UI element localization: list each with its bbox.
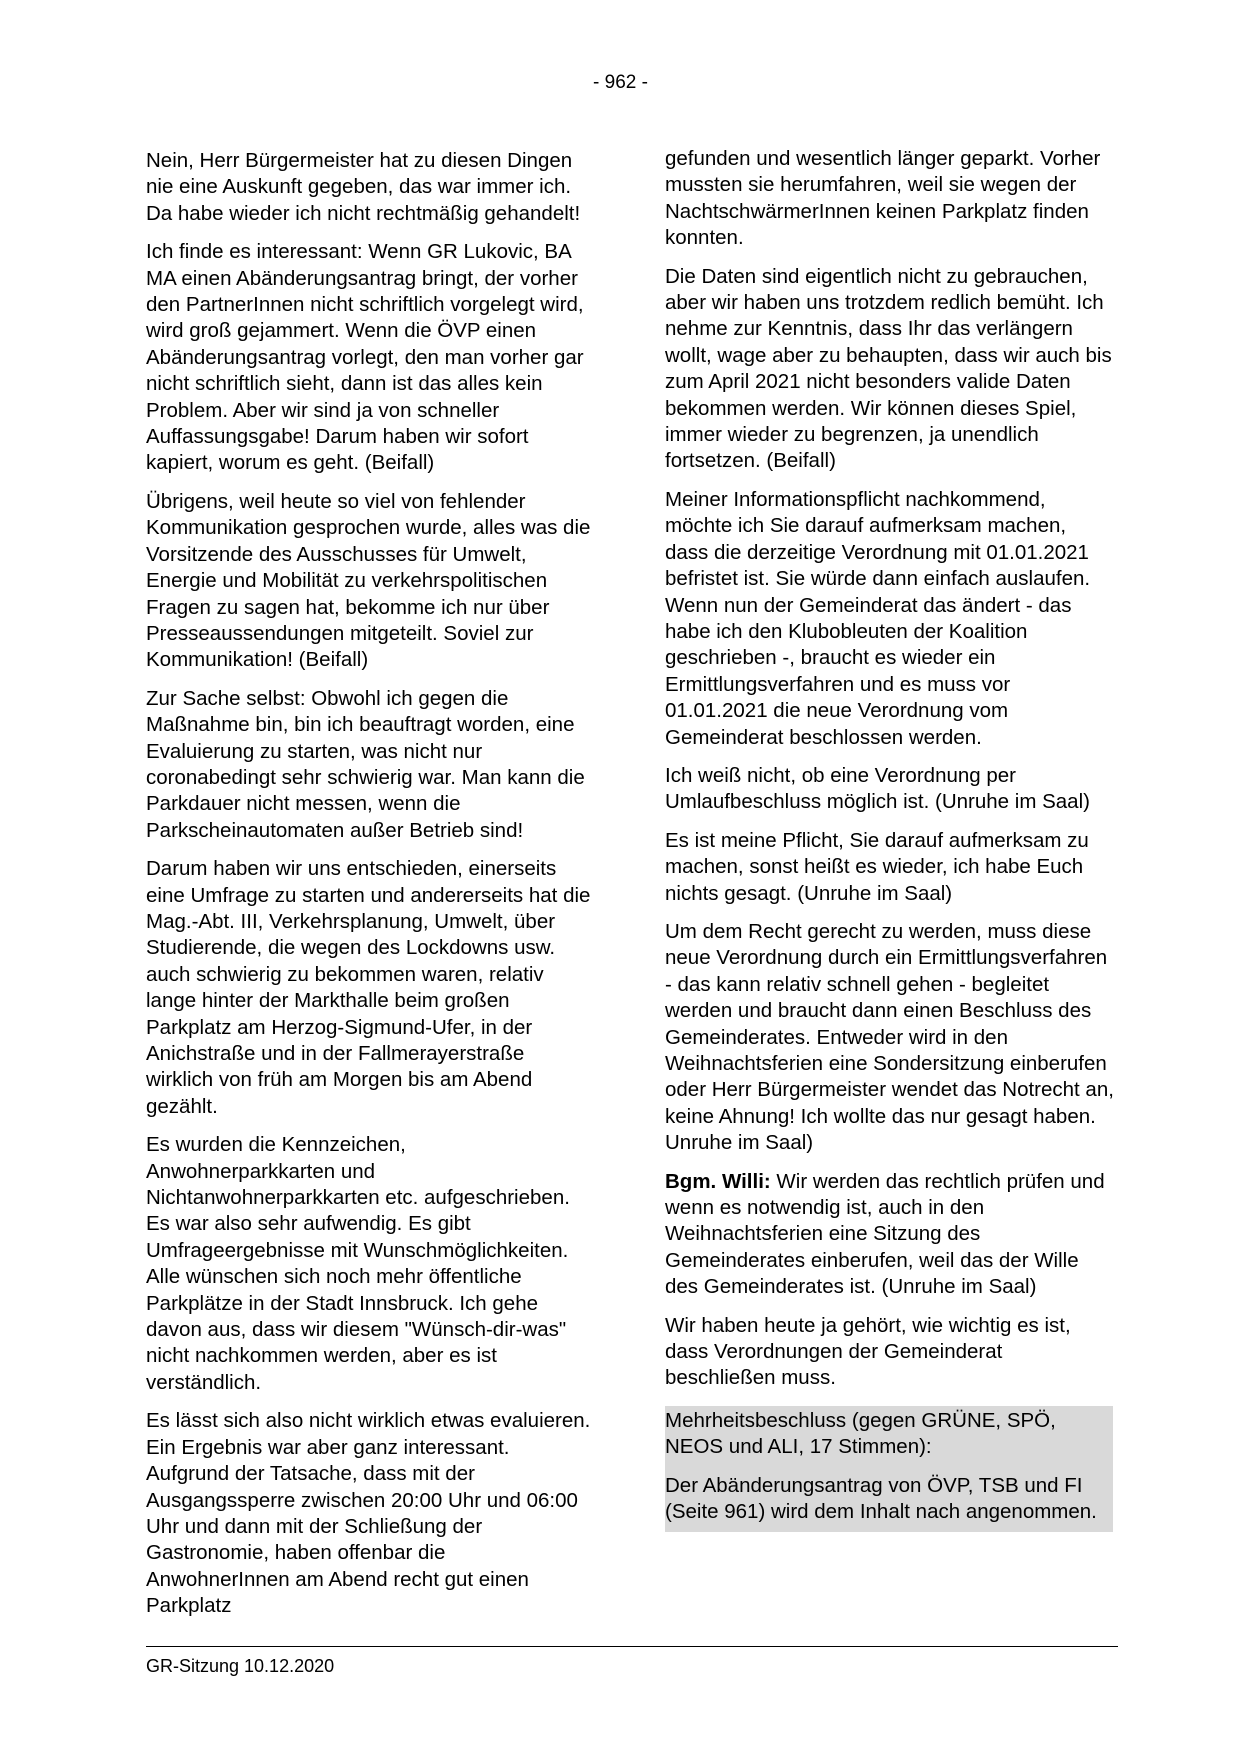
paragraph: Wir haben heute ja gehört, wie wichtig es ist, dass Verordnungen der Gemeinderat beschließen muss. [665, 1313, 1071, 1390]
paragraph: Die Daten sind eigentlich nicht zu gebrauchen, aber wir haben uns trotzdem redlich bemüht. Ich nehme zur Kenntnis, dass Ihr das verlängern wollt, wage aber zu behaupten, dass wir auch bis zum April 2021 nicht besonders valide Daten bekommen werden. Wir können dieses Spiel, immer wieder zu begrenzen, ja unendlich fortsetzen. (Beifall) [665, 264, 1112, 473]
paragraph: Meiner Informationspflicht nachkommend, möchte ich Sie darauf aufmerksam machen, dass die derzeitige Verordnung mit 01.01.2021 befristet ist. Sie würde dann einfach auslaufen. Wenn nun der Gemeinderat das ändert - das habe ich den Klubobleuten der Koalition geschrieben -, braucht es wieder ein Ermittlungsverfahren und es muss vor 01.01.2021 die neue Verordnung vom Gemeinderat beschlossen werden. [665, 487, 1091, 749]
paragraph: Ich weiß nicht, ob eine Verordnung per Umlaufbeschluss möglich ist. (Unruhe im Saal) [665, 763, 1090, 814]
resolution-result: Der Abänderungsantrag von ÖVP, TSB und FI (Seite 961) wird dem Inhalt nach angenommen. [665, 1473, 1097, 1524]
paragraph: Es lässt sich also nicht wirklich etwas evaluieren. Ein Ergebnis war aber ganz interessant. Aufgrund der Tatsache, dass mit der Ausgangssperre zwischen 20:00 Uhr und 06:00 Uhr und dann mit der Schließung der Gastronomie, haben offenbar die AnwohnerInnen am Abend recht gut einen Parkplatz [146, 1409, 591, 1618]
resolution-box [665, 1406, 1113, 1532]
paragraph: Es ist meine Pflicht, Sie darauf aufmerksam zu machen, sonst heißt es wieder, ich habe Euch nichts gesagt. (Unruhe im Saal) [665, 828, 1089, 905]
footer-divider [146, 1646, 1118, 1647]
paragraph: Darum haben wir uns entschieden, einerseits eine Umfrage zu starten und andererseits hat die Mag.-Abt. III, Verkehrsplanung, Umwelt, über Studierende, die wegen des Lockdowns usw. auch schwierig zu bekommen waren, relativ lange hinter der Markthalle beim großen Parkplatz am Herzog-Sigmund-Ufer, in der Anichstraße und in der Fallmerayerstraße wirklich von früh am Morgen bis am Abend gezählt. [146, 857, 591, 1118]
footer-text: GR-Sitzung 10.12.2020 [146, 1656, 335, 1676]
paragraph: Zur Sache selbst: Obwohl ich gegen die Maßnahme bin, bin ich beauftragt worden, eine Evaluierung zu starten, was nicht nur coronabedingt sehr schwierig war. Man kann die Parkdauer nicht messen, wenn die Parkscheinautomaten außer Betrieb sind! [146, 686, 585, 842]
paragraph: Ich finde es interessant: Wenn GR Lukovic, BA MA einen Abänderungsantrag bringt, der vorher den PartnerInnen nicht schriftlich vorgelegt wird, wird groß gejammert. Wenn die ÖVP einen Abänderungsantrag vorlegt, den man vorher gar nicht schriftlich sieht, dann ist das alles kein Problem. Aber wir sind ja von schneller Auffassungsgabe! Darum haben wir sofort kapiert, worum es geht. (Beifall) [146, 240, 584, 475]
paragraph: Nein, Herr Bürgermeister hat zu diesen Dingen nie eine Auskunft gegeben, das war immer ich. Da habe wieder ich nicht rechtmäßig gehandelt! [146, 149, 581, 225]
paragraph: Um dem Recht gerecht zu werden, muss diese neue Verordnung durch ein Ermittlungsverfahren - das kann relativ schnell gehen - begleitet werden und braucht dann einen Beschluss des Gemeinderates. Entweder wird in den Weihnachtsferien eine Sondersitzung einberufen oder Herr Bürgermeister wendet das Notrecht an, keine Ahnung! Ich wollte das nur gesagt haben. Unruhe im Saal) [665, 919, 1114, 1155]
paragraph: Übrigens, weil heute so viel von fehlender Kommunikation gesprochen wurde, alles was die Vorsitzende des Ausschusses für Umwelt, Energie und Mobilität zu verkehrspolitischen Fragen zu sagen hat, bekomme ich nur über Presseaussendungen mitgeteilt. Soviel zur Kommunikation! (Beifall) [146, 489, 591, 672]
right-column [665, 146, 1115, 1532]
paragraph: Es wurden die Kennzeichen, Anwohnerparkkarten und Nichtanwohnerparkkarten etc. aufgeschrieben. Es war also sehr aufwendig. Es gibt Umfrageergebnisse mit Wunschmöglichkeiten. Alle wünschen sich noch mehr öffentliche Parkplätze in der Stadt Innsbruck. Ich gehe davon aus, dass wir diesem "Wünsch-dir-was" nicht nachkommen werden, aber es ist verständlich. [146, 1133, 570, 1394]
speaker-name: Bgm. Willi: [665, 1169, 771, 1193]
paragraph: gefunden und wesentlich länger geparkt. Vorher mussten sie herumfahren, weil sie wegen der NachtschwärmerInnen keinen Parkplatz finden konnten. [665, 147, 1101, 250]
resolution-vote: Mehrheitsbeschluss (gegen GRÜNE, SPÖ, NEOS und ALI, 17 Stimmen): [665, 1408, 1056, 1459]
speaker-paragraph [665, 1169, 1115, 1301]
speaker-text: Wir werden das rechtlich prüfen und wenn es notwendig ist, auch in den Weihnachtsferien eine Sitzung des Gemeinderates einberufen, weil das der Wille des Gemeinderates ist. (Unruhe im Saal) [665, 1169, 1105, 1299]
left-column [146, 148, 591, 1632]
page-number: - 962 - [593, 72, 648, 93]
